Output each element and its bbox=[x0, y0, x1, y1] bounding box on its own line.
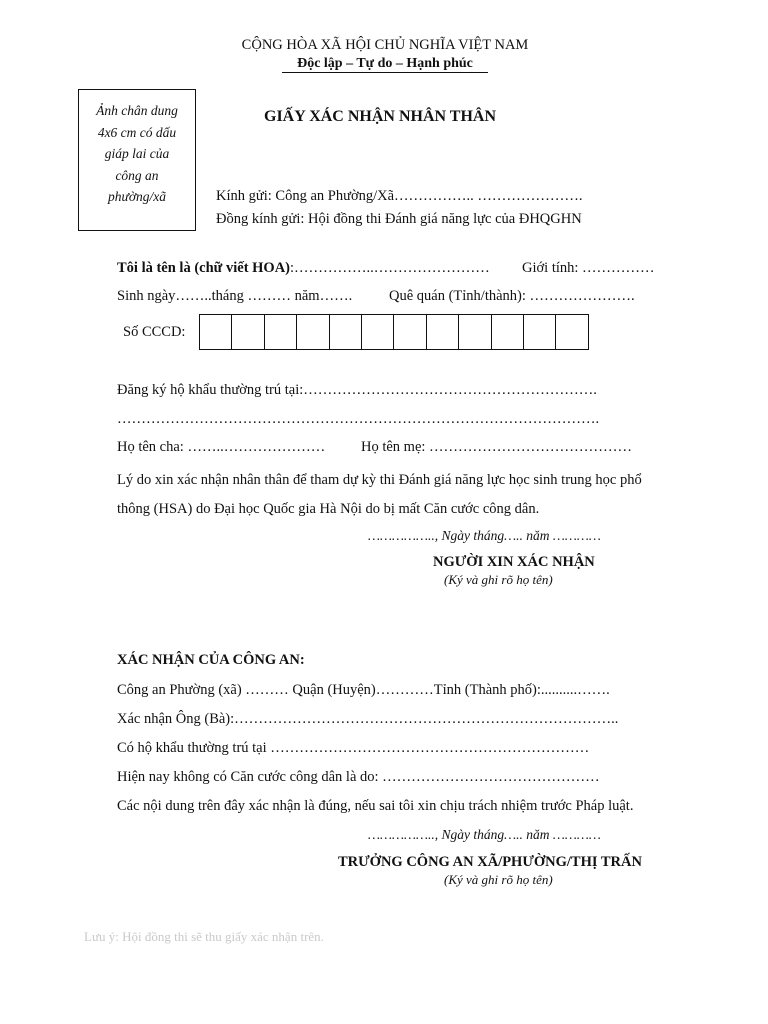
cccd-digit-cell[interactable] bbox=[296, 314, 329, 350]
police-unit-field[interactable]: Công an Phường (xã) ……… Quận (Huyện)…………Tỉnh (Thành phố):..........……. bbox=[117, 682, 610, 698]
police-signature-title: TRƯỞNG CÔNG AN XÃ/PHƯỜNG/THỊ TRẤN bbox=[338, 854, 642, 870]
missing-id-reason-field[interactable]: Hiện nay không có Căn cước công dân là do: ……………………………………… bbox=[117, 769, 600, 785]
document-title: GIẤY XÁC NHẬN NHÂN THÂN bbox=[264, 108, 497, 125]
cccd-digit-cell[interactable] bbox=[458, 314, 491, 350]
police-date-line: …………….., Ngày tháng….. năm ………… bbox=[368, 827, 601, 842]
cccd-digit-cell[interactable] bbox=[555, 314, 588, 350]
cccd-digit-cell[interactable] bbox=[231, 314, 264, 350]
name-label: Tôi là tên là (chữ viết HOA) bbox=[117, 260, 291, 276]
gender-field[interactable]: Giới tính: …………… bbox=[522, 260, 655, 276]
applicant-signature-note: (Ký và ghi rõ họ tên) bbox=[444, 572, 553, 587]
cccd-digit-cell[interactable] bbox=[491, 314, 524, 350]
addressee-to: Kính gửi: Công an Phường/Xã…………….. …………………. bbox=[216, 188, 583, 204]
motto-underline bbox=[282, 72, 488, 73]
mother-name-field[interactable]: Họ tên mẹ: …………………………………… bbox=[361, 439, 633, 455]
cccd-digit-cell[interactable] bbox=[199, 314, 232, 350]
cccd-label: Số CCCD: bbox=[123, 324, 186, 340]
photo-box bbox=[78, 89, 196, 231]
photo-box-line: Ảnh chân dung bbox=[96, 103, 178, 118]
footer-note: Lưu ý: Hội đồng thi sẽ thu giấy xác nhận trên. bbox=[84, 929, 324, 944]
reason-text-line: Lý do xin xác nhận nhân thân để tham dự kỳ thi Đánh giá năng lực học sinh trung học phổ bbox=[117, 472, 642, 488]
reason-text-line: thông (HSA) do Đại học Quốc gia Hà Nội do bị mất Căn cước công dân. bbox=[117, 501, 540, 517]
cccd-boxes bbox=[199, 314, 589, 350]
cccd-digit-cell[interactable] bbox=[523, 314, 556, 350]
residence-continuation[interactable]: ………………………………………………………………………………………. bbox=[117, 411, 600, 427]
cccd-digit-cell[interactable] bbox=[393, 314, 426, 350]
cccd-digit-cell[interactable] bbox=[264, 314, 297, 350]
motto: Độc lập – Tự do – Hạnh phúc bbox=[297, 56, 473, 71]
cccd-digit-cell[interactable] bbox=[426, 314, 459, 350]
police-heading: XÁC NHẬN CỦA CÔNG AN: bbox=[117, 652, 305, 668]
applicant-date-line: …………….., Ngày tháng….. năm ………… bbox=[368, 528, 601, 543]
photo-box-line: 4x6 cm có dấu bbox=[97, 124, 177, 140]
photo-box-line: công an bbox=[115, 167, 159, 183]
confirmed-person-field[interactable]: Xác nhận Ông (Bà):…………………………………………………………………….. bbox=[117, 711, 619, 727]
name-row bbox=[117, 259, 490, 277]
hometown-field[interactable]: Quê quán (Tỉnh/thành): …………………. bbox=[389, 288, 635, 304]
police-signature-note: (Ký và ghi rõ họ tên) bbox=[444, 872, 553, 887]
father-name-field[interactable]: Họ tên cha: ……..………………… bbox=[117, 439, 326, 455]
residence-field[interactable]: Đăng ký hộ khẩu thường trú tại:……………………………………………………. bbox=[117, 382, 597, 398]
cccd-digit-cell[interactable] bbox=[361, 314, 394, 350]
applicant-signature-title: NGƯỜI XIN XÁC NHẬN bbox=[433, 554, 595, 570]
police-statement: Các nội dung trên đây xác nhận là đúng, nếu sai tôi xin chịu trách nhiệm trước Pháp luật. bbox=[117, 798, 634, 814]
cccd-digit-cell[interactable] bbox=[329, 314, 362, 350]
national-title: CỘNG HÒA XÃ HỘI CHỦ NGHĨA VIỆT NAM bbox=[241, 37, 529, 53]
addressee-cc: Đồng kính gửi: Hội đồng thi Đánh giá năng lực của ĐHQGHN bbox=[216, 211, 582, 227]
photo-box-line: giáp lai của bbox=[104, 146, 170, 161]
birth-date-field[interactable]: Sinh ngày……..tháng ……… năm……. bbox=[117, 288, 353, 304]
name-field[interactable]: :……………..…………………… bbox=[290, 260, 490, 276]
photo-box-line: phường/xã bbox=[107, 189, 167, 204]
police-residence-field[interactable]: Có hộ khẩu thường trú tại ………………………………………………………… bbox=[117, 740, 590, 756]
